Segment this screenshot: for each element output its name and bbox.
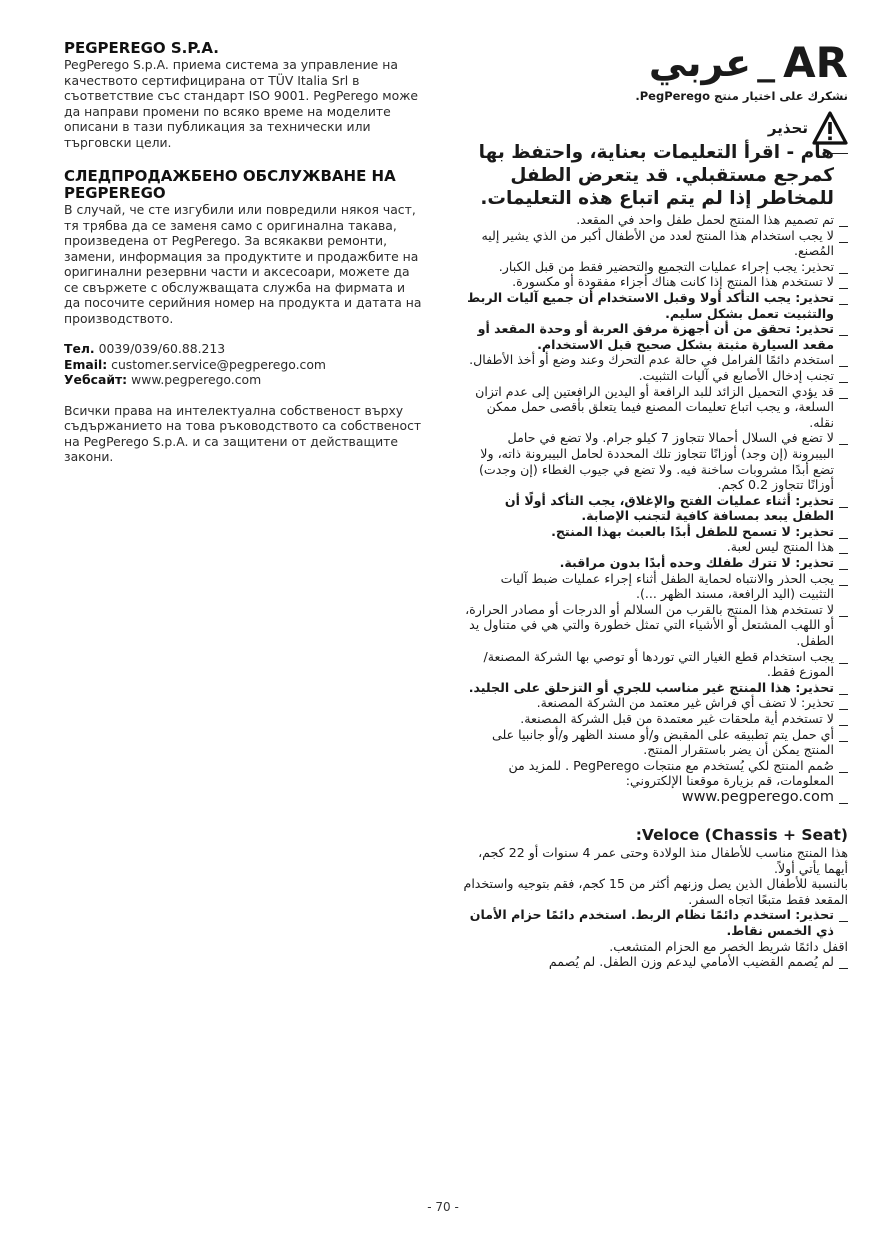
email-label: Email:: [64, 356, 108, 372]
warning-item: تحذير: لا تضف أي فراش غير معتمد من الشركة المصنعة.: [462, 695, 848, 711]
warnings-list: [462, 212, 848, 806]
email-value: customer.service@pegperego.com: [107, 356, 326, 372]
warning-item: لا تستخدم أية ملحقات غير معتمدة من قبل الشركة المصنعة.: [462, 711, 848, 727]
veloce-line: اقفل دائمًا شريط الخصر مع الحزام المتشعب.: [609, 938, 848, 954]
tel-label: Тел.: [64, 341, 95, 356]
company-title: PEGPEREGO S.P.A.: [64, 39, 219, 57]
veloce-title: :Veloce (Chassis + Seat): [635, 825, 848, 844]
warning-item: تجنب إدخال الأصابع في آليات التثبيت.: [462, 368, 848, 384]
website-link[interactable]: www.pegperego.com: [462, 789, 848, 806]
veloce-line: هذا المنتج مناسب للأطفال منذ الولادة وحتى عمر 4 سنوات أو 22 كجم، أيهما يأتي أولاً.: [478, 844, 848, 876]
contact-web: [64, 372, 424, 388]
warning-triangle-icon: [812, 111, 848, 145]
warning-item: صُمم المنتج لكي يُستخدم مع منتجات PegPerego . للمزيد من المعلومات، قم بزيارة موقعنا الإلكتروني:: [462, 758, 848, 789]
warning-item: هذا المنتج ليس لعبة.: [462, 539, 848, 555]
warning-item: تحذير: تحقق من أن أجهزة مرفق العربة أو وحدة المقعد أو مقعد السيارة مثبتة بشكل صحيح قبل الاستخدام.: [462, 321, 848, 352]
thanks-line: نشكرك على اختيار منتج PegPerego.: [635, 89, 848, 103]
company-text: PegPerego S.p.A. приема система за управление на качеството сертифицирана от TÜV Italia Srl в съответствие със стандарт ISO 9001. PegPerego може да направи промени по всяко време на моделите описани в тази публикация за технически или търговски цели.: [64, 57, 419, 150]
warning-item: أي حمل يتم تطبيقه على المقبض و/أو مسند الظهر و/أو جانبيا على المنتج يمكن أن يضر باستقرار المنتج.: [462, 727, 848, 758]
service-title: СЛЕДПРОДАЖБЕНО ОБСЛУЖВАНЕ НА PEGPEREGO: [64, 167, 396, 202]
warning-item: تحذير: يجب التأكد أولا وقبل الاستخدام أن جميع آليات الربط والتثبيت تعمل بشكل سليم.: [462, 290, 848, 321]
contact-tel: [64, 341, 424, 357]
warning-item: لا تستخدم هذا المنتج بالقرب من السلالم أو الدرجات أو مصادر الحرارة، أو اللهب المشتعل أو الأشياء التي تمثل خطورة والتي هي في متناول يد الطفل.: [462, 602, 848, 649]
important-notice: هام - اقرأ التعليمات بعناية، واحتفظ بها كمرجع مستقبلي. قد يتعرض الطفل للمخاطر إذا لم يتم اتباع هذه التعليمات.: [462, 141, 848, 210]
page-number: - 70 -: [427, 1200, 459, 1214]
warning-item: لا تضع في السلال أحمالا تتجاوز 7 كيلو جرام. ولا تضع في حامل البيبرونة (إن وجد) أوزانًا تتجاوز تلك المحددة لحامل البيبرونة ذاته، ولا تضع أبدًا مشروبات ساخنة فيه. ولا تضع في جيوب الغطاء (إن وجدت) أوزانًا تتجاوز 0.2 كجم.: [462, 430, 848, 492]
warning-item: استخدم دائمًا الفرامل في حالة عدم التحرك وعند وضع أو أخذ الأطفال.: [462, 352, 848, 368]
contact-email: [64, 357, 424, 373]
warning-item: تم تصميم هذا المنتج لحمل طفل واحد في المقعد.: [462, 212, 848, 228]
veloce-line: بالنسبة للأطفال الذين يصل وزنهم أكثر من 15 كجم، فقم بتوجيه واستخدام المقعد فقط متبعًا اتجاه السفر.: [463, 876, 848, 907]
veloce-section: [462, 845, 848, 970]
web-label: Уебсайт:: [64, 372, 128, 387]
warning-item: يجب استخدام قطع الغيار التي توردها أو توصي بها الشركة المصنعة/الموزع فقط.: [462, 649, 848, 680]
language-header: [462, 40, 848, 86]
warning-heading: [462, 111, 848, 145]
veloce-line: لم يُصمم القضيب الأمامي ليدعم وزن الطفل. لم يُصمم: [462, 954, 848, 970]
warning-item: لا يجب استخدام هذا المنتج لعدد من الأطفال أكبر من الذي يشير إليه المُصنع.: [462, 228, 848, 259]
service-text: В случай, че сте изгубили или повредили някоя част, тя трябва да се заменя само с оригинална такава, произведена от PegPerego. За всякакви ремонти, замени, информация за продуктите и продажбите на оригинални резервни части и аксесоари, можете да се свържете с обслужващата служба на фирмата и да посочите серийния номер на продукта и датата на производството.: [64, 202, 422, 326]
warning-item: يجب الحذر والانتباه لحماية الطفل أثناء إجراء عمليات ضبط آليات التثبيت (اليد الرافعة، مسند الظهر ...).: [462, 571, 848, 602]
language-code: AR: [783, 38, 848, 87]
warning-item: قد يؤدي التحميل الزائد للبد الرافعة أو اليدين الرافعتين إلى عدم اتزان السلعة، و يجب اتباع تعليمات المصنع فيما يتعلق بأقصى حمل ممكن نقله.: [462, 384, 848, 431]
warning-item: تحذير: أثناء عمليات الفتح والإغلاق، يجب التأكد أولًا أن الطفل يبعد بمسافة كافية لتجنب الإصابة.: [462, 493, 848, 524]
warning-item: تحذير: يجب إجراء عمليات التجميع والتحضير فقط من قبل الكبار.: [462, 259, 848, 275]
warning-item: تحذير: هذا المنتج غير مناسب للجري أو التزحلق على الجليد.: [462, 680, 848, 696]
warning-item: تحذير: لا تسمح للطفل أبدًا بالعبث بهذا المنتج.: [462, 524, 848, 540]
language-word: عربي: [648, 41, 752, 85]
veloce-line: تحذير: استخدم دائمًا نظام الربط. استخدم دائمًا حزام الأمان ذي الخمس نقاط.: [462, 907, 848, 938]
warning-item: تحذير: لا تترك طفلك وحده أبدًا بدون مراقبة.: [462, 555, 848, 571]
web-value: www.pegperego.com: [127, 372, 262, 387]
left-column: [64, 40, 424, 465]
language-separator: _: [757, 42, 776, 83]
warning-item: لا تستخدم هذا المنتج إذا كانت هناك أجزاء مفقودة أو مكسورة.: [462, 274, 848, 290]
warning-label: تحذير: [767, 119, 808, 137]
rights-text: Всички права на интелектуална собственост върху съдържанието на това ръководството са собственост на PegPerego S.p.A. и са защитени от действащите закони.: [64, 402, 422, 464]
right-column: [462, 40, 848, 970]
tel-value: 0039/039/60.88.213: [94, 341, 226, 356]
